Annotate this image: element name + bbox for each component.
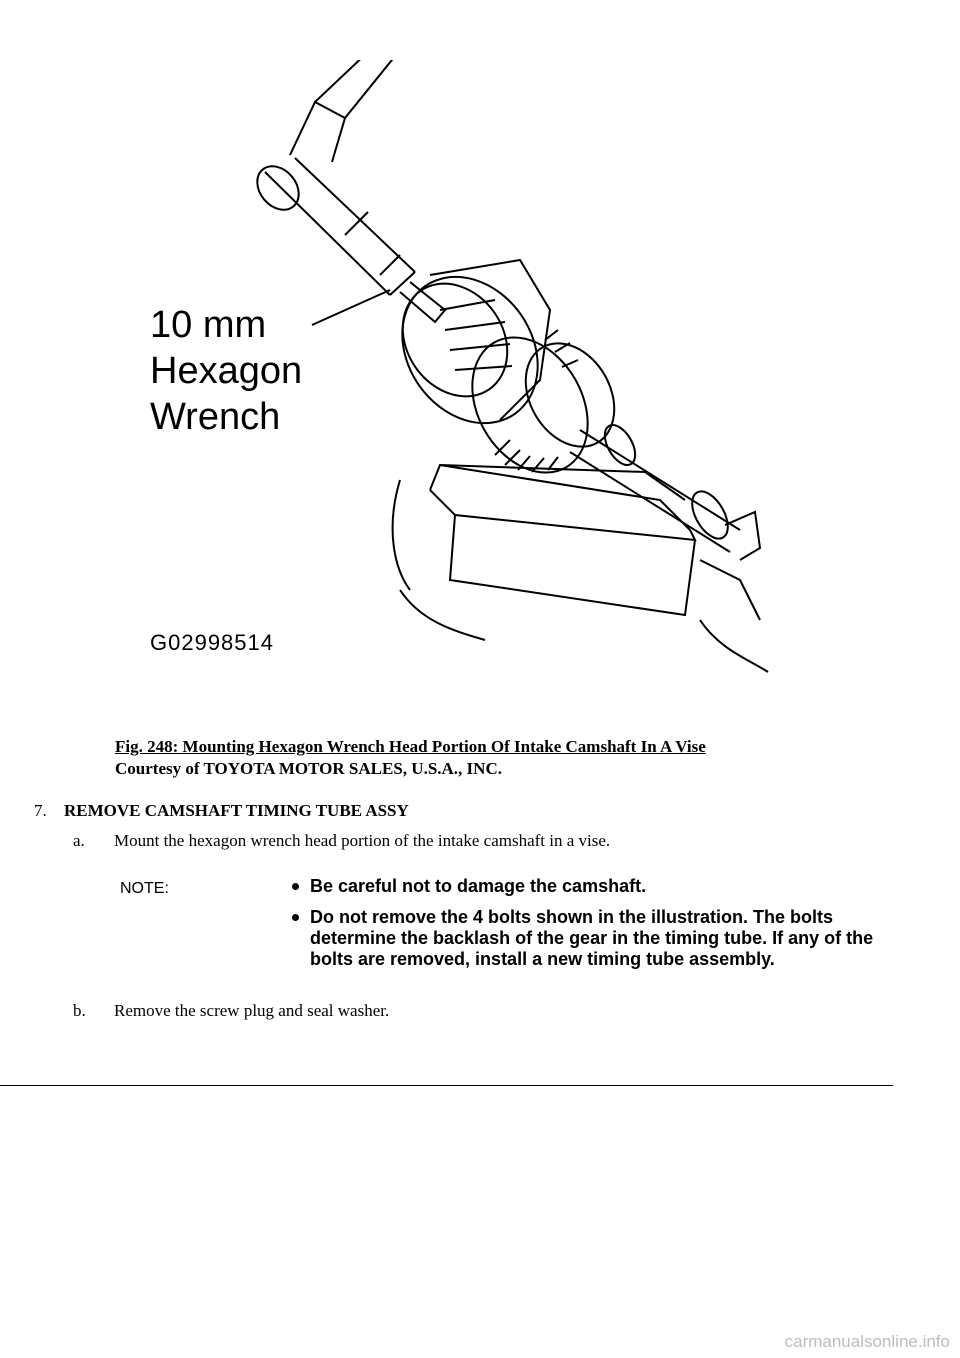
figure-title-link[interactable]: Fig. 248: Mounting Hexagon Wrench Head Portion Of Intake Camshaft In A Vise [115, 737, 706, 756]
step-heading: REMOVE CAMSHAFT TIMING TUBE ASSY [64, 801, 409, 820]
substep-b [73, 1000, 389, 1022]
note-list [290, 876, 890, 980]
note-item-text: Do not remove the 4 bolts shown in the illustration. The bolts determine the backlash of the gear in the timing tube. If any of the bolts are removed, install a new timing tube assembly. [310, 907, 874, 969]
note-item [290, 907, 890, 970]
substep-letter: b. [73, 1001, 86, 1020]
callout-label [150, 302, 302, 440]
figure-caption [115, 736, 706, 780]
figure-credit: Courtesy of TOYOTA MOTOR SALES, U.S.A., INC. [115, 759, 502, 778]
page-divider [0, 1085, 893, 1086]
note-label: NOTE: [120, 880, 169, 897]
bullet-icon [292, 914, 299, 921]
note-item [290, 876, 890, 897]
callout-line-3: Wrench [150, 396, 281, 438]
substep-text: Remove the screw plug and seal washer. [114, 1001, 390, 1020]
substep-text: Mount the hexagon wrench head portion of the intake camshaft in a vise. [114, 831, 611, 850]
figure-code: G02998514 [150, 630, 274, 655]
illustration-figure [100, 60, 780, 700]
substep-a [73, 830, 610, 852]
note-item-text: Be careful not to damage the camshaft. [310, 876, 647, 896]
callout-line-2: Hexagon [150, 350, 303, 392]
bullet-icon [292, 883, 299, 890]
procedure-step [34, 800, 409, 822]
watermark: carmanualsonline.info [784, 1332, 950, 1351]
substep-letter: a. [73, 831, 85, 850]
callout-line-1: 10 mm [150, 304, 267, 346]
step-number: 7. [34, 801, 47, 820]
